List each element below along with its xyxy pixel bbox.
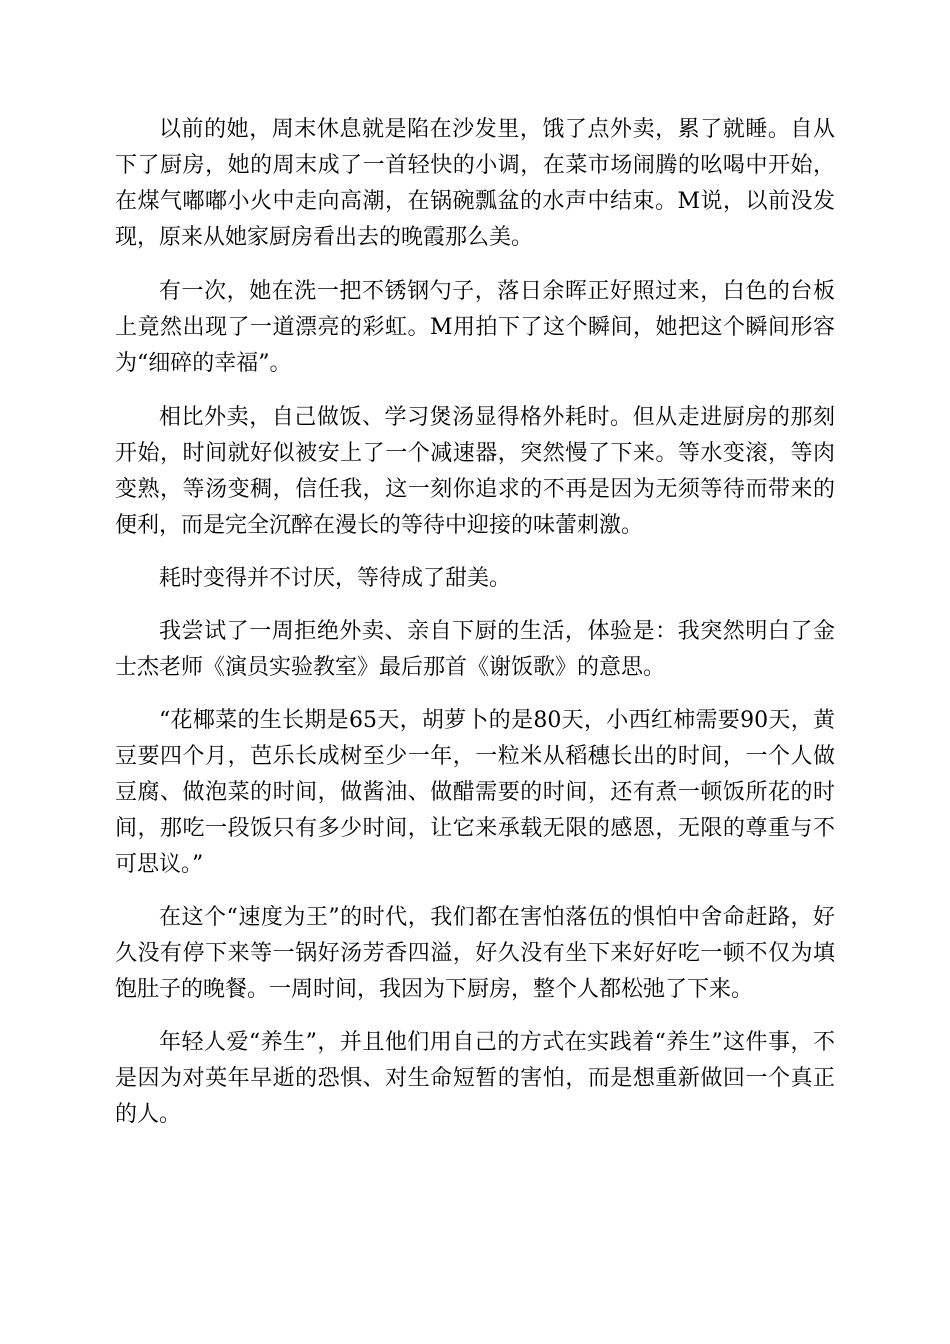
paragraph-1: 以前的她，周末休息就是陷在沙发里，饿了点外卖，累了就睡。自从下了厨房，她的周末成了一首轻快的小调，在菜市场闹腾的吆喝中开始，在煤气嘟嘟小火中走向高潮，在锅碗瓢盆的水声中结束。M说，以前没发现，原来从她家厨房看出去的晚霞那么美。 <box>115 117 835 250</box>
paragraph-8: 年轻人爱“养生”，并且他们用自己的方式在实践着“养生”这件事，不是因为对英年早逝的恐惧、对生命短暂的害怕，而是想重新做回一个真正的人。 <box>115 1030 835 1127</box>
document-page <box>115 112 835 1133</box>
paragraph-6-quote: “花椰菜的生长期是65天，胡萝卜的是80天，小西红柿需要90天，黄豆要四个月，芭乐长成树至少一年，一粒米从稻穗长出的时间，一个人做豆腐、做泡菜的时间，做酱油、做醋需要的时间，还有煮一顿饭所花的时间，那吃一段饭只有多少时间，让它来承载无限的感恩，无限的尊重与不可思议。” <box>115 708 835 877</box>
paragraph-7: 在这个“速度为王”的时代，我们都在害怕落伍的惧怕中舍命赶路，好久没有停下来等一锅好汤芳香四溢，好久没有坐下来好好吃一顿不仅为填饱肚子的晚餐。一周时间，我因为下厨房，整个人都松弛了下来。 <box>115 905 835 1002</box>
paragraph-3: 相比外卖，自己做饭、学习煲汤显得格外耗时。但从走进厨房的那刻开始，时间就好似被安上了一个减速器，突然慢了下来。等水变滚，等肉变熟，等汤变稠，信任我，这一刻你追求的不再是因为无须等待而带来的便利，而是完全沉醉在漫长的等待中迎接的味蕾刺激。 <box>115 405 835 538</box>
paragraph-5: 我尝试了一周拒绝外卖、亲自下厨的生活，体验是：我突然明白了金士杰老师《演员实验教室》最后那首《谢饭歌》的意思。 <box>115 619 835 680</box>
paragraph-4: 耗时变得并不讨厌，等待成了甜美。 <box>159 566 512 591</box>
paragraph-2: 有一次，她在洗一把不锈钢勺子，落日余晖正好照过来，白色的台板上竟然出现了一道漂亮的彩虹。M用拍下了这个瞬间，她把这个瞬间形容为“细碎的幸福”。 <box>115 279 835 376</box>
